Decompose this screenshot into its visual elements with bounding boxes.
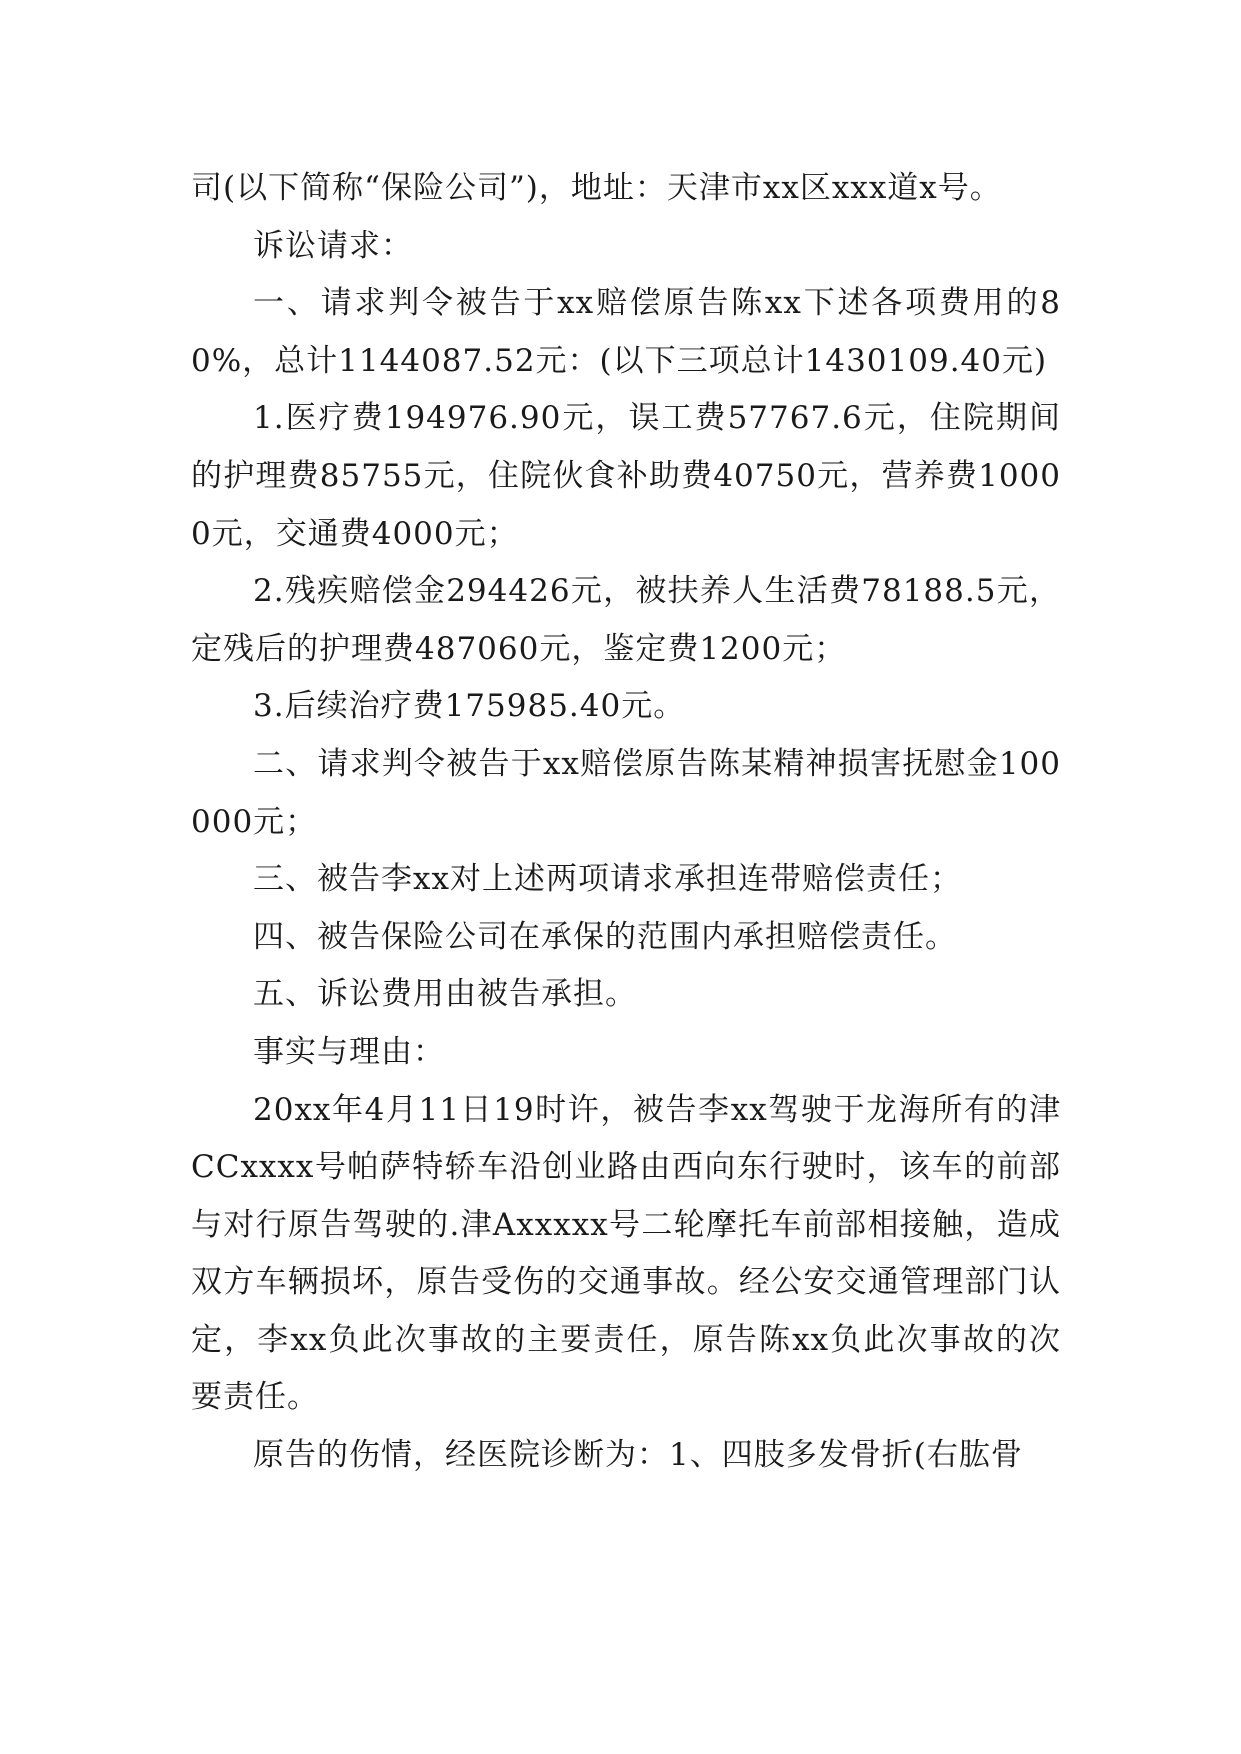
claim-5: 五、诉讼费用由被告承担。 bbox=[253, 976, 637, 1013]
heading-claims: 诉讼请求： bbox=[253, 227, 413, 264]
document-body bbox=[191, 160, 1061, 1485]
paragraph-accident-facts: 20xx年4月11日19时许，被告李xx驾驶于龙海所有的津CCxxxx号帕萨特轿车沿创业路由西向东行驶时，该车的前部与对行原告驾驶的.津Axxxxx号二轮摩托车前部相接触，造成双方车辆损坏，原告受伤的交通事故。经公安交通管理部门认定，李xx负此次事故的主要责任，原告陈xx负此次事故的次要责任。 bbox=[191, 1091, 1061, 1416]
paragraph-injury-diagnosis: 原告的伤情，经医院诊断为：1、四肢多发骨折(右肱骨 bbox=[253, 1437, 1023, 1474]
claim-1-item-2: 2.残疾赔偿金294426元，被扶养人生活费78188.5元，定残后的护理费487060元，鉴定费1200元； bbox=[191, 573, 1061, 667]
heading-facts-reasons: 事实与理由： bbox=[253, 1033, 445, 1070]
claim-1-item-3: 3.后续治疗费175985.40元。 bbox=[253, 688, 686, 725]
claim-2: 二、请求判令被告于xx赔偿原告陈某精神损害抚慰金100000元； bbox=[191, 745, 1061, 840]
claim-3: 三、被告李xx对上述两项请求承担连带赔偿责任； bbox=[253, 861, 962, 898]
claim-1: 一、请求判令被告于xx赔偿原告陈xx下述各项费用的80%，总计1144087.52元：(以下三项总计1430109.40元) bbox=[191, 285, 1061, 379]
paragraph-insurer-address: 司(以下简称“保险公司”)，地址：天津市xx区xxx道x号。 bbox=[191, 170, 1002, 206]
claim-1-item-1: 1.医疗费194976.90元，误工费57767.6元，住院期间的护理费85755元，住院伙食补助费40750元，营养费10000元，交通费4000元； bbox=[191, 400, 1061, 552]
claim-4: 四、被告保险公司在承保的范围内承担赔偿责任。 bbox=[253, 918, 957, 955]
